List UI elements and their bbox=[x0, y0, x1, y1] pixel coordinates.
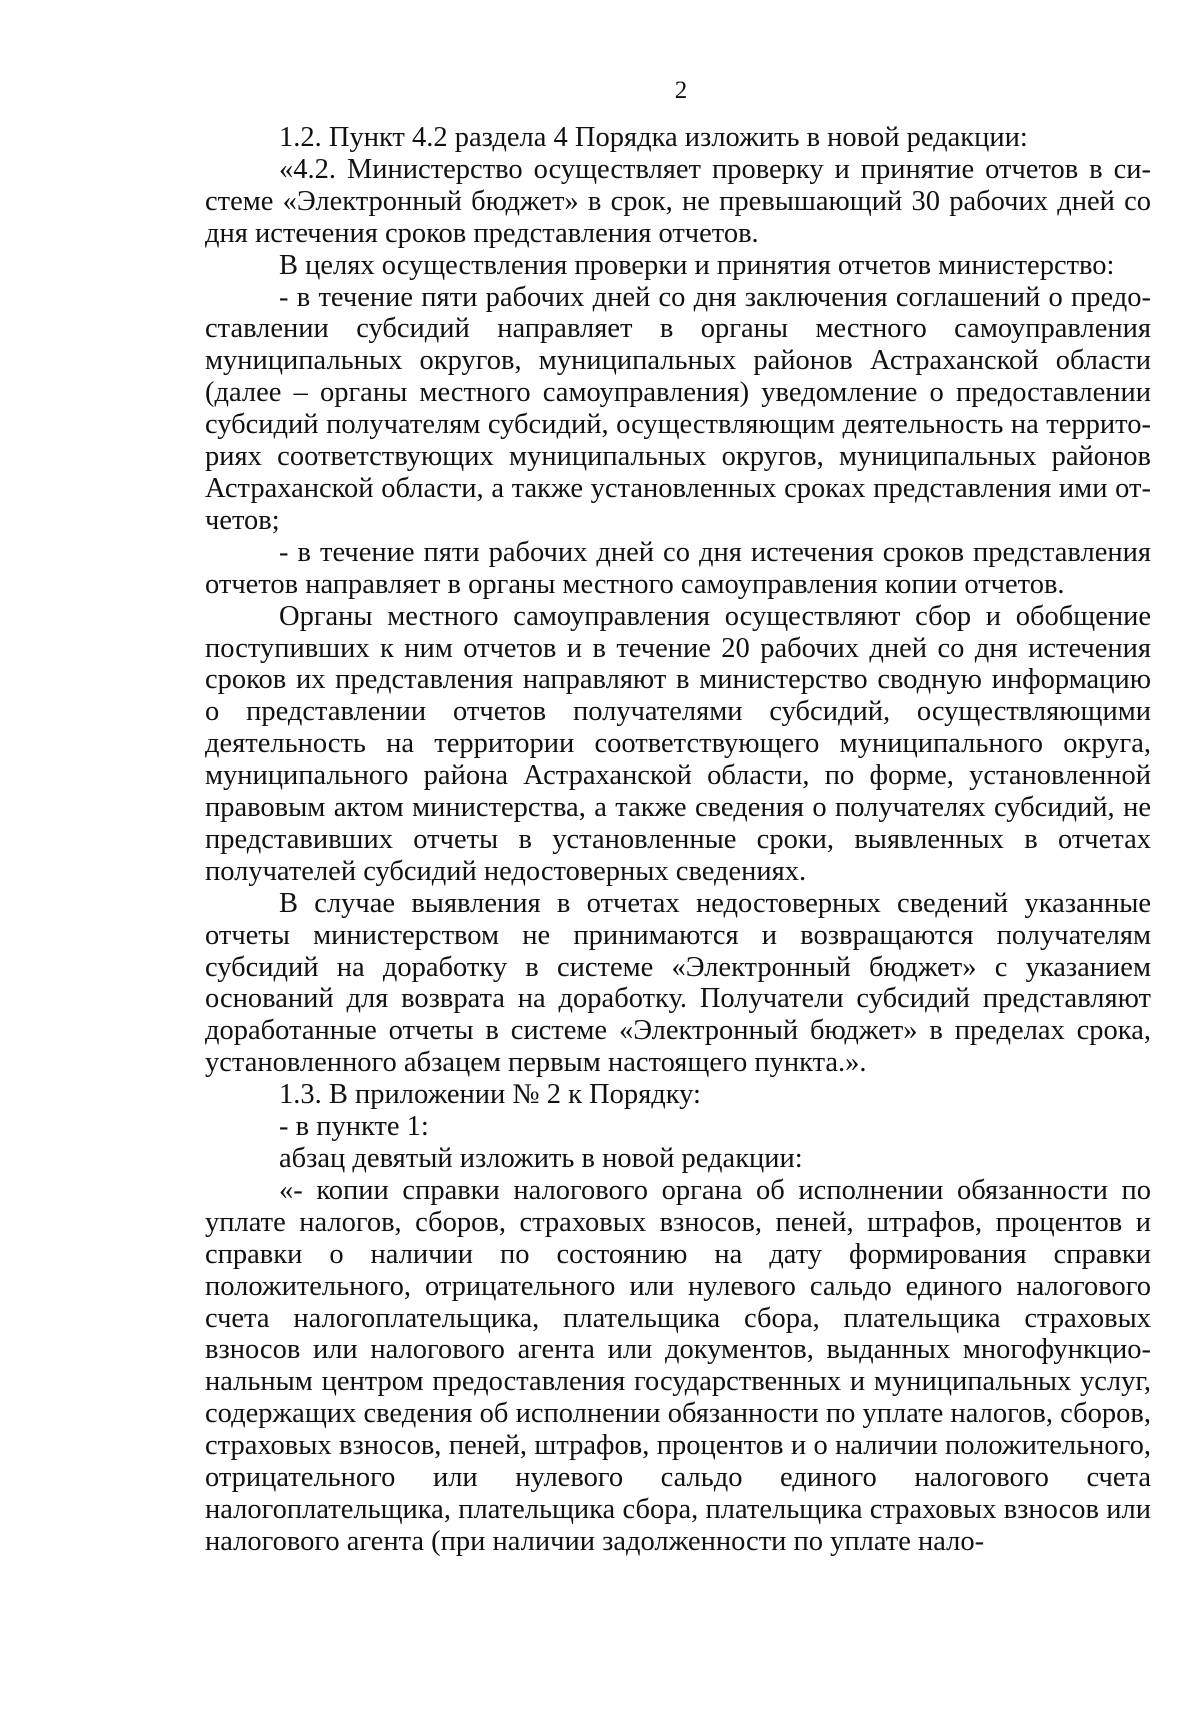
paragraph-point-1: - в пункте 1: bbox=[279, 1111, 429, 1143]
paragraph-ministry-intro: В целях осуществления проверки и принятия отчетов министерство: bbox=[279, 249, 1115, 281]
paragraph-ninth-abzac: абзац девятый изложить в новой редакции: bbox=[279, 1143, 803, 1174]
document-body bbox=[205, 122, 1151, 1558]
paragraph-1-3-heading: 1.3. В приложении № 2 к Порядку: bbox=[279, 1079, 701, 1111]
paragraph-ministry-notice: - в течение пяти рабочих дней со дня заключения соглашений о предоставлении субсидий направляет в органы местного самоуправления муниципальных округов, муниципальных районов Астраханской области (далее – органы местного самоуправления) уведомление о предоставлении субсидий получателям субсидий, осуществляющим деятельность на территориях соответствующих муниципальных округов, муниципальных районов Астраханской области, а также установленных сроках представления ими отчетов; bbox=[205, 281, 1151, 536]
paragraph-local-authorities: Органы местного самоуправления осуществляют сбор и обобщение поступивших к ним отчетов и в течение 20 рабочих дней со дня истечения сроков их представления направляют в министерство сводную информацию о представлении отчетов получателями субсидий, осуществляющими деятельность на территории соответствующего муниципального округа, муниципального района Астраханской области, по форме, установленной правовым актом министерства, а также сведения о получателях субсидий, не представивших отчеты в установленные сроки, выявленных в отчетах получателей субсидий недостоверных сведениях. bbox=[205, 600, 1151, 887]
paragraph-ministry-copies: - в течение пяти рабочих дней со дня истечения сроков представления отчетов направляет в органы местного самоуправления копии отчетов. bbox=[205, 536, 1151, 600]
paragraph-unreliable-info: В случае выявления в отчетах недостоверных сведений указанные отчеты министерством не принимаются и возвращаются получателям субсидий на доработку в системе «Электронный бюджет» с указанием оснований для возврата на доработку. Получатели субсидий представляют доработанные отчеты в системе «Электронный бюджет» в пределах срока, установленного абзацем первым настоящего пункта.». bbox=[205, 887, 1151, 1079]
paragraph-1-2-heading: 1.2. Пункт 4.2 раздела 4 Порядка изложить в новой редакции: bbox=[279, 122, 1028, 153]
paragraph-4-2-quote: «4.2. Министерство осуществляет проверку и принятие отчетов в системе «Электронный бюджет» в срок, не превышающий 30 рабочих дней со дня истечения сроков представления отчетов. bbox=[205, 153, 1151, 249]
paragraph-tax-certificate: «- копии справки налогового органа об исполнении обязанности по уплате налогов, сборов, страховых взносов, пеней, штрафов, процентов и справки о наличии по состоянию на дату формирования справки положительного, отрицательного или нулевого сальдо единого налогового счета налогоплательщика, плательщика сбора, плательщика страховых взносов или налогового агента или документов, выданных многофункциональным центром предоставления государственных и муниципальных услуг, содержащих сведения об исполнении обязанности по уплате налогов, сборов, страховых взносов, пеней, штрафов, процентов и о наличии положительного, отрицательного или нулевого сальдо единого налогового счета налогоплательщика, плательщика сбора, плательщика страховых взносов или налогового агента (при наличии задолженности по уплате нало- bbox=[205, 1174, 1151, 1557]
page-number: 2 bbox=[674, 77, 688, 104]
